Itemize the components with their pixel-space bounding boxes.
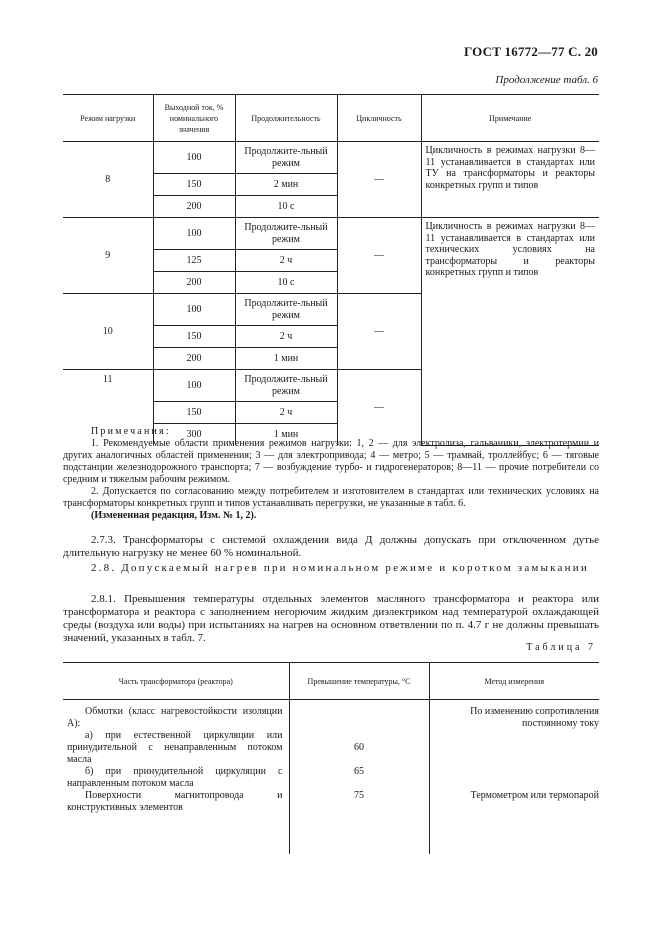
temperature-cell	[289, 700, 429, 855]
cyclicity-cell: —	[337, 294, 421, 370]
duration-cell: 1 мин	[235, 348, 337, 370]
table-row	[63, 700, 599, 855]
duration-cell: 10 с	[235, 272, 337, 294]
current-cell: 200	[153, 196, 235, 218]
notes-block	[63, 426, 599, 522]
part-windings-b: б) при принудительной циркуляции с направленным потоком масла	[67, 766, 283, 789]
duration-cell: Продолжите-льный режим	[235, 218, 337, 250]
header-note: Примечание	[421, 95, 599, 142]
method-core: Термометром или термопарой	[470, 790, 599, 801]
current-cell: 150	[153, 174, 235, 196]
current-cell: 100	[153, 294, 235, 326]
note-2: 2. Допускается по согласованию между потребителем и изготовителем в стандартах или технических условиях на трансформаторы конкретных групп и типов устанавливать перегрузки, не указанные в табл. 6.	[63, 486, 599, 509]
method-cell	[429, 700, 599, 855]
temp-b: 65	[354, 766, 364, 777]
current-cell: 100	[153, 142, 235, 174]
mode-cell: 11	[63, 370, 153, 446]
table7-header-row	[63, 663, 599, 700]
header-temperature: Превышение температуры, °С	[289, 663, 429, 700]
paragraph-2-8	[63, 562, 599, 575]
duration-cell: Продолжите-льный режим	[235, 370, 337, 402]
notes-title: Примечания:	[91, 426, 171, 437]
duration-cell: 10 с	[235, 196, 337, 218]
method-windings: По изменению сопротивления постоянному току	[470, 706, 599, 729]
header-current: Выходной ток, % номинального значения	[153, 95, 235, 142]
part-windings-a: а) при естественной циркуляции или принудительной с ненаправленным потоком масла	[67, 730, 283, 765]
note-1: 1. Рекомендуемые области применения режимов нагрузки: 1, 2 — для электролиза, гальваники, электротермии и других аналогичных областей применения; 3 — для электропривода; 4 — метро; 5 — трамвай, троллейбус; 6 — тяговые подстанции железнодорожного транспорта; 7 — возбуждение турбо- и гидрогенераторов; 8—11 — прочие потребители со средним и тяжелым рабочим режимом.	[63, 438, 599, 485]
paragraph-2-7-3	[63, 534, 599, 560]
table-continuation-label: Продолжение табл. 6	[495, 74, 598, 86]
edition-note: (Измененная редакция, Изм. № 1, 2).	[91, 510, 257, 521]
mode-cell: 9	[63, 218, 153, 294]
table-row	[63, 218, 599, 250]
part-cell	[63, 700, 289, 855]
table6-header-row	[63, 95, 599, 142]
paragraph-2-8-1	[63, 593, 599, 645]
current-cell: 300	[153, 424, 235, 446]
note-cell: Цикличность в режимах нагрузки 8—11 устанавливается в стандартах или ТУ на трансформаторы и реакторы конкретных групп и типов	[421, 142, 599, 218]
cyclicity-cell: —	[337, 218, 421, 294]
current-cell: 200	[153, 272, 235, 294]
current-cell: 125	[153, 250, 235, 272]
header-method: Метод измерения	[429, 663, 599, 700]
duration-cell: 1 мин	[235, 424, 337, 446]
current-cell: 100	[153, 218, 235, 250]
table-6	[63, 94, 599, 446]
section-heading: 2.8. Допускаемый нагрев при номинальном режиме и коротком замыкании	[91, 562, 589, 574]
cyclicity-cell: —	[337, 142, 421, 218]
document-code: ГОСТ 16772—77 С. 20	[464, 44, 598, 59]
paragraph-text: 2.7.3. Трансформаторы с системой охлаждения вида Д должны допускать при отключенном дутье длительную нагрузку не менее 60 % номинальной.	[63, 534, 599, 559]
current-cell: 150	[153, 402, 235, 424]
header-part: Часть трансформатора (реактора)	[63, 663, 289, 700]
table-row	[63, 142, 599, 174]
header-duration: Продолжительность	[235, 95, 337, 142]
header-cyclicity: Цикличность	[337, 95, 421, 142]
current-cell: 200	[153, 348, 235, 370]
duration-cell: Продолжите-льный режим	[235, 142, 337, 174]
cyclicity-cell: —	[337, 370, 421, 446]
duration-cell: 2 ч	[235, 250, 337, 272]
duration-cell: 2 мин	[235, 174, 337, 196]
paragraph-text: 2.8.1. Превышения температуры отдельных элементов масляного трансформатора и реактора или трансформатора и реактора с заполнением негорючим жидким диэлектриком над температурой охлаждающей среды (воздуха или воды) при испытаниях на нагрев на основном ответвлении по п. 4.7 г не должны превышать значений, указанных в табл. 7.	[63, 593, 599, 644]
duration-cell: Продолжите-льный режим	[235, 294, 337, 326]
part-core: Поверхности магнитопровода и конструктивных элементов	[67, 790, 283, 813]
duration-cell: 2 ч	[235, 402, 337, 424]
note-cell: Цикличность в режимах нагрузки 8—11 устанавливается в стандартах или технических условиях на трансформаторы и реакторы конкретных групп и типов	[421, 218, 599, 446]
duration-cell: 2 ч	[235, 326, 337, 348]
current-cell: 100	[153, 370, 235, 402]
table-7	[63, 662, 599, 854]
mode-cell: 8	[63, 142, 153, 218]
temp-core: 75	[354, 790, 364, 801]
temp-a: 60	[354, 742, 364, 753]
mode-cell: 10	[63, 294, 153, 370]
part-windings: Обмотки (класс нагревостойкости изоляции А):	[67, 706, 283, 729]
header-mode: Режим нагрузки	[63, 95, 153, 142]
current-cell: 150	[153, 326, 235, 348]
table-7-caption: Таблица 7	[526, 642, 596, 653]
